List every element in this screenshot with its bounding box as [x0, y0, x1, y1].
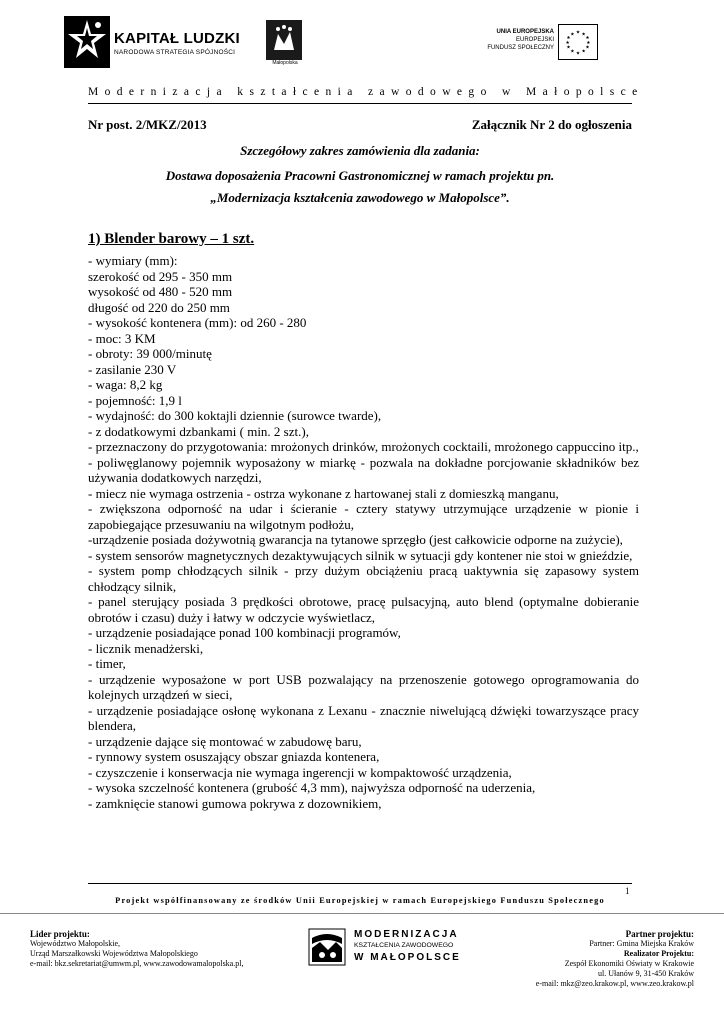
- leader-line: Województwo Małopolskie,: [30, 939, 121, 948]
- modernizacja-line-1: MODERNIZACJA: [354, 929, 459, 940]
- svg-text:★: ★: [565, 40, 570, 46]
- svg-text:★: ★: [586, 40, 591, 46]
- eu-line-3: FUNDUSZ SPOŁECZNY: [487, 45, 554, 51]
- spec-item: długość od 220 do 250 mm: [88, 299, 230, 315]
- spec-item: - urządzenie wyposażone w port USB pozwalający na przenoszenie gotowego oprogramowania do kolejnych urządzeń w sieci,: [88, 671, 639, 702]
- spec-item: wysokość od 480 - 520 mm: [88, 284, 233, 299]
- svg-text:★: ★: [566, 36, 571, 42]
- eu-line-1: UNIA EUROPEJSKA: [496, 29, 554, 35]
- svg-text:★: ★: [575, 30, 581, 36]
- kapital-ludzki-title: KAPITAŁ LUDZKI: [114, 30, 240, 47]
- spec-item: szerokość od 295 - 350 mm: [88, 268, 233, 284]
- leader-line: Urząd Marszałkowski Województwa Małopolskiego: [30, 949, 198, 958]
- spec-item: - timer,: [88, 656, 126, 671]
- spec-item: - waga: 8,2 kg: [88, 377, 163, 392]
- eu-line-2: EUROPEJSKI: [515, 37, 554, 43]
- partner-line: ul. Ułanów 9, 31-450 Kraków: [598, 969, 694, 978]
- scope-heading: Szczegółowy zakres zamówienia dla zadania:: [240, 143, 480, 158]
- spec-item: - zamknięcie stanowi gumowa pokrywa z dozownikiem,: [88, 795, 382, 811]
- spec-item: - czyszczenie i konserwacja nie wymaga ingerencji w kompaktowość urządzenia,: [88, 764, 512, 780]
- spec-item: - obroty: 39 000/minutę: [88, 346, 212, 361]
- spec-item: - wymiary (mm):: [88, 253, 178, 268]
- spec-item: - zwiększona odporność na udar i ścieranie - cztery statywy utrzymujące urządzenie w pionie i zapobiegające przesuwaniu na wilgotnym podłożu,: [88, 501, 639, 532]
- spec-item: - poliwęglanowy pojemnik wyposażony w miarkę - pozwala na dokładne porcjowanie składników bez używania dodatkowych narzędzi,: [88, 454, 639, 485]
- svg-text:★: ★: [566, 45, 571, 51]
- spec-item: - moc: 3 KM: [88, 330, 156, 346]
- svg-text:★: ★: [585, 36, 590, 42]
- spec-item: - urządzenie posiadające osłonę wykonana z Lexanu - znacznie niwelującą dźwięki towarzyszące pracy blendera,: [88, 702, 639, 733]
- partner-heading: Partner projektu:: [625, 929, 694, 939]
- project-leader: [30, 929, 243, 969]
- partner-line: Partner: Gmina Miejska Kraków: [589, 939, 694, 948]
- spec-item: - wysoka szczelność kontenera (grubość 4,3 mm), najwyższa odporność na uderzenia,: [88, 780, 536, 795]
- svg-text:★: ★: [581, 32, 586, 38]
- partner-line: Zespół Ekonomiki Oświaty w Krakowie: [564, 959, 694, 968]
- spec-item: - miecz nie wymaga ostrzenia - ostrza wykonane z hartowanej stali z domieszką manganu,: [88, 485, 559, 501]
- item-heading: 1) Blender barowy – 1 szt.: [88, 231, 255, 247]
- svg-text:★: ★: [581, 49, 586, 55]
- eu-flag-icon: [558, 24, 598, 60]
- spec-item: - system sensorów magnetycznych dezaktywujących silnik w sytuacji gdy kontener nie stoi w gnieździe,: [88, 547, 633, 563]
- spec-item: - panel sterujący posiada 3 prędkości obrotowe, pracę pulsacyjną, auto blend (optymalne dobieranie obrotów i czasu) duży i łatwy w odczycie wyświetlacz,: [88, 594, 639, 625]
- spec-item: - z dodatkowymi dzbankami ( min. 2 szt.),: [88, 423, 309, 439]
- kapital-ludzki-logo: [64, 16, 244, 68]
- spec-item: - wysokość kontenera (mm): od 260 - 280: [88, 315, 307, 330]
- spec-item: - rynnowy system osuszający obszar gniazda kontenera,: [88, 749, 380, 764]
- svg-text:★: ★: [570, 49, 575, 55]
- attachment-label: Załącznik Nr 2 do ogłoszenia: [471, 117, 632, 132]
- footer-divider-secondary: [0, 913, 724, 914]
- project-name: „Modernizacja kształcenia zawodowego w Małopolsce”.: [210, 190, 510, 205]
- specification-list: [88, 253, 639, 811]
- modernizacja-logo: [308, 928, 468, 968]
- malopolska-emblem-icon: [266, 20, 302, 60]
- svg-text:★: ★: [575, 51, 581, 57]
- svg-text:★: ★: [585, 45, 590, 51]
- header-divider: [88, 103, 632, 104]
- spec-item: - pojemność: 1,9 l: [88, 392, 182, 408]
- spec-item: - przeznaczony do przygotowania: mrożonych drinków, mrożonych cocktaili, mrożonego cappuccino itp.,: [88, 439, 639, 454]
- modernizacja-line-3: W MAŁOPOLSCE: [354, 952, 461, 963]
- kapital-ludzki-mark-icon: [64, 16, 110, 68]
- task-description: Dostawa doposażenia Pracowni Gastronomicznej w ramach projektu pn.: [165, 168, 555, 183]
- partner-line: e-mail: mkz@zeo.krakow.pl, www.zeo.krakow.pl: [535, 979, 694, 988]
- cofinance-statement: Projekt współfinansowany ze środków Unii Europejskiej w ramach Europejskiego Funduszu Społecznego: [115, 896, 605, 905]
- running-header: Modernizacja kształcenia zawodowego w Małopolsce: [88, 86, 644, 98]
- spec-item: - urządzenie posiadające ponad 100 kombinacji programów,: [88, 625, 401, 640]
- svg-text:★: ★: [570, 32, 575, 38]
- spec-item: - zasilanie 230 V: [88, 361, 177, 377]
- kapital-ludzki-subtitle: NARODOWA STRATEGIA SPÓJNOŚCI: [114, 49, 236, 56]
- spec-item: - urządzenie dające się montować w zabudowę baru,: [88, 733, 362, 749]
- eu-logo: [462, 24, 598, 64]
- post-number: Nr post. 2/MKZ/2013: [88, 117, 207, 132]
- spec-item: - licznik menadżerski,: [88, 640, 204, 656]
- realizator-heading: Realizator Projektu:: [623, 949, 694, 958]
- malopolska-label: Małopolska: [272, 60, 298, 66]
- modernizacja-mark-icon: [308, 928, 346, 966]
- project-partner: [536, 929, 694, 989]
- leader-heading: Lider projektu:: [30, 929, 90, 939]
- spec-item: -urządzenie posiada dożywotnią gwarancja na tytanowe sprzęgło (jest całkowicie odporne na zużycie),: [88, 532, 623, 547]
- eu-text: [487, 28, 554, 52]
- page-number: 1: [625, 886, 630, 896]
- leader-line: e-mail: bkz.sekretariat@umwm.pl, www.zawodowamalopolska.pl,: [30, 959, 244, 968]
- spec-item: - system pomp chłodzących silnik - przy dużym obciążeniu pracą uaktywnia się zapasowy system chłodzący silnik,: [88, 563, 639, 594]
- spec-item: - wydajność: do 300 koktajli dziennie (surowce twarde),: [88, 408, 382, 423]
- malopolska-logo: [262, 20, 308, 68]
- modernizacja-line-2: KSZTAŁCENIA ZAWODOWEGO: [354, 942, 454, 949]
- footer-divider: [88, 883, 632, 884]
